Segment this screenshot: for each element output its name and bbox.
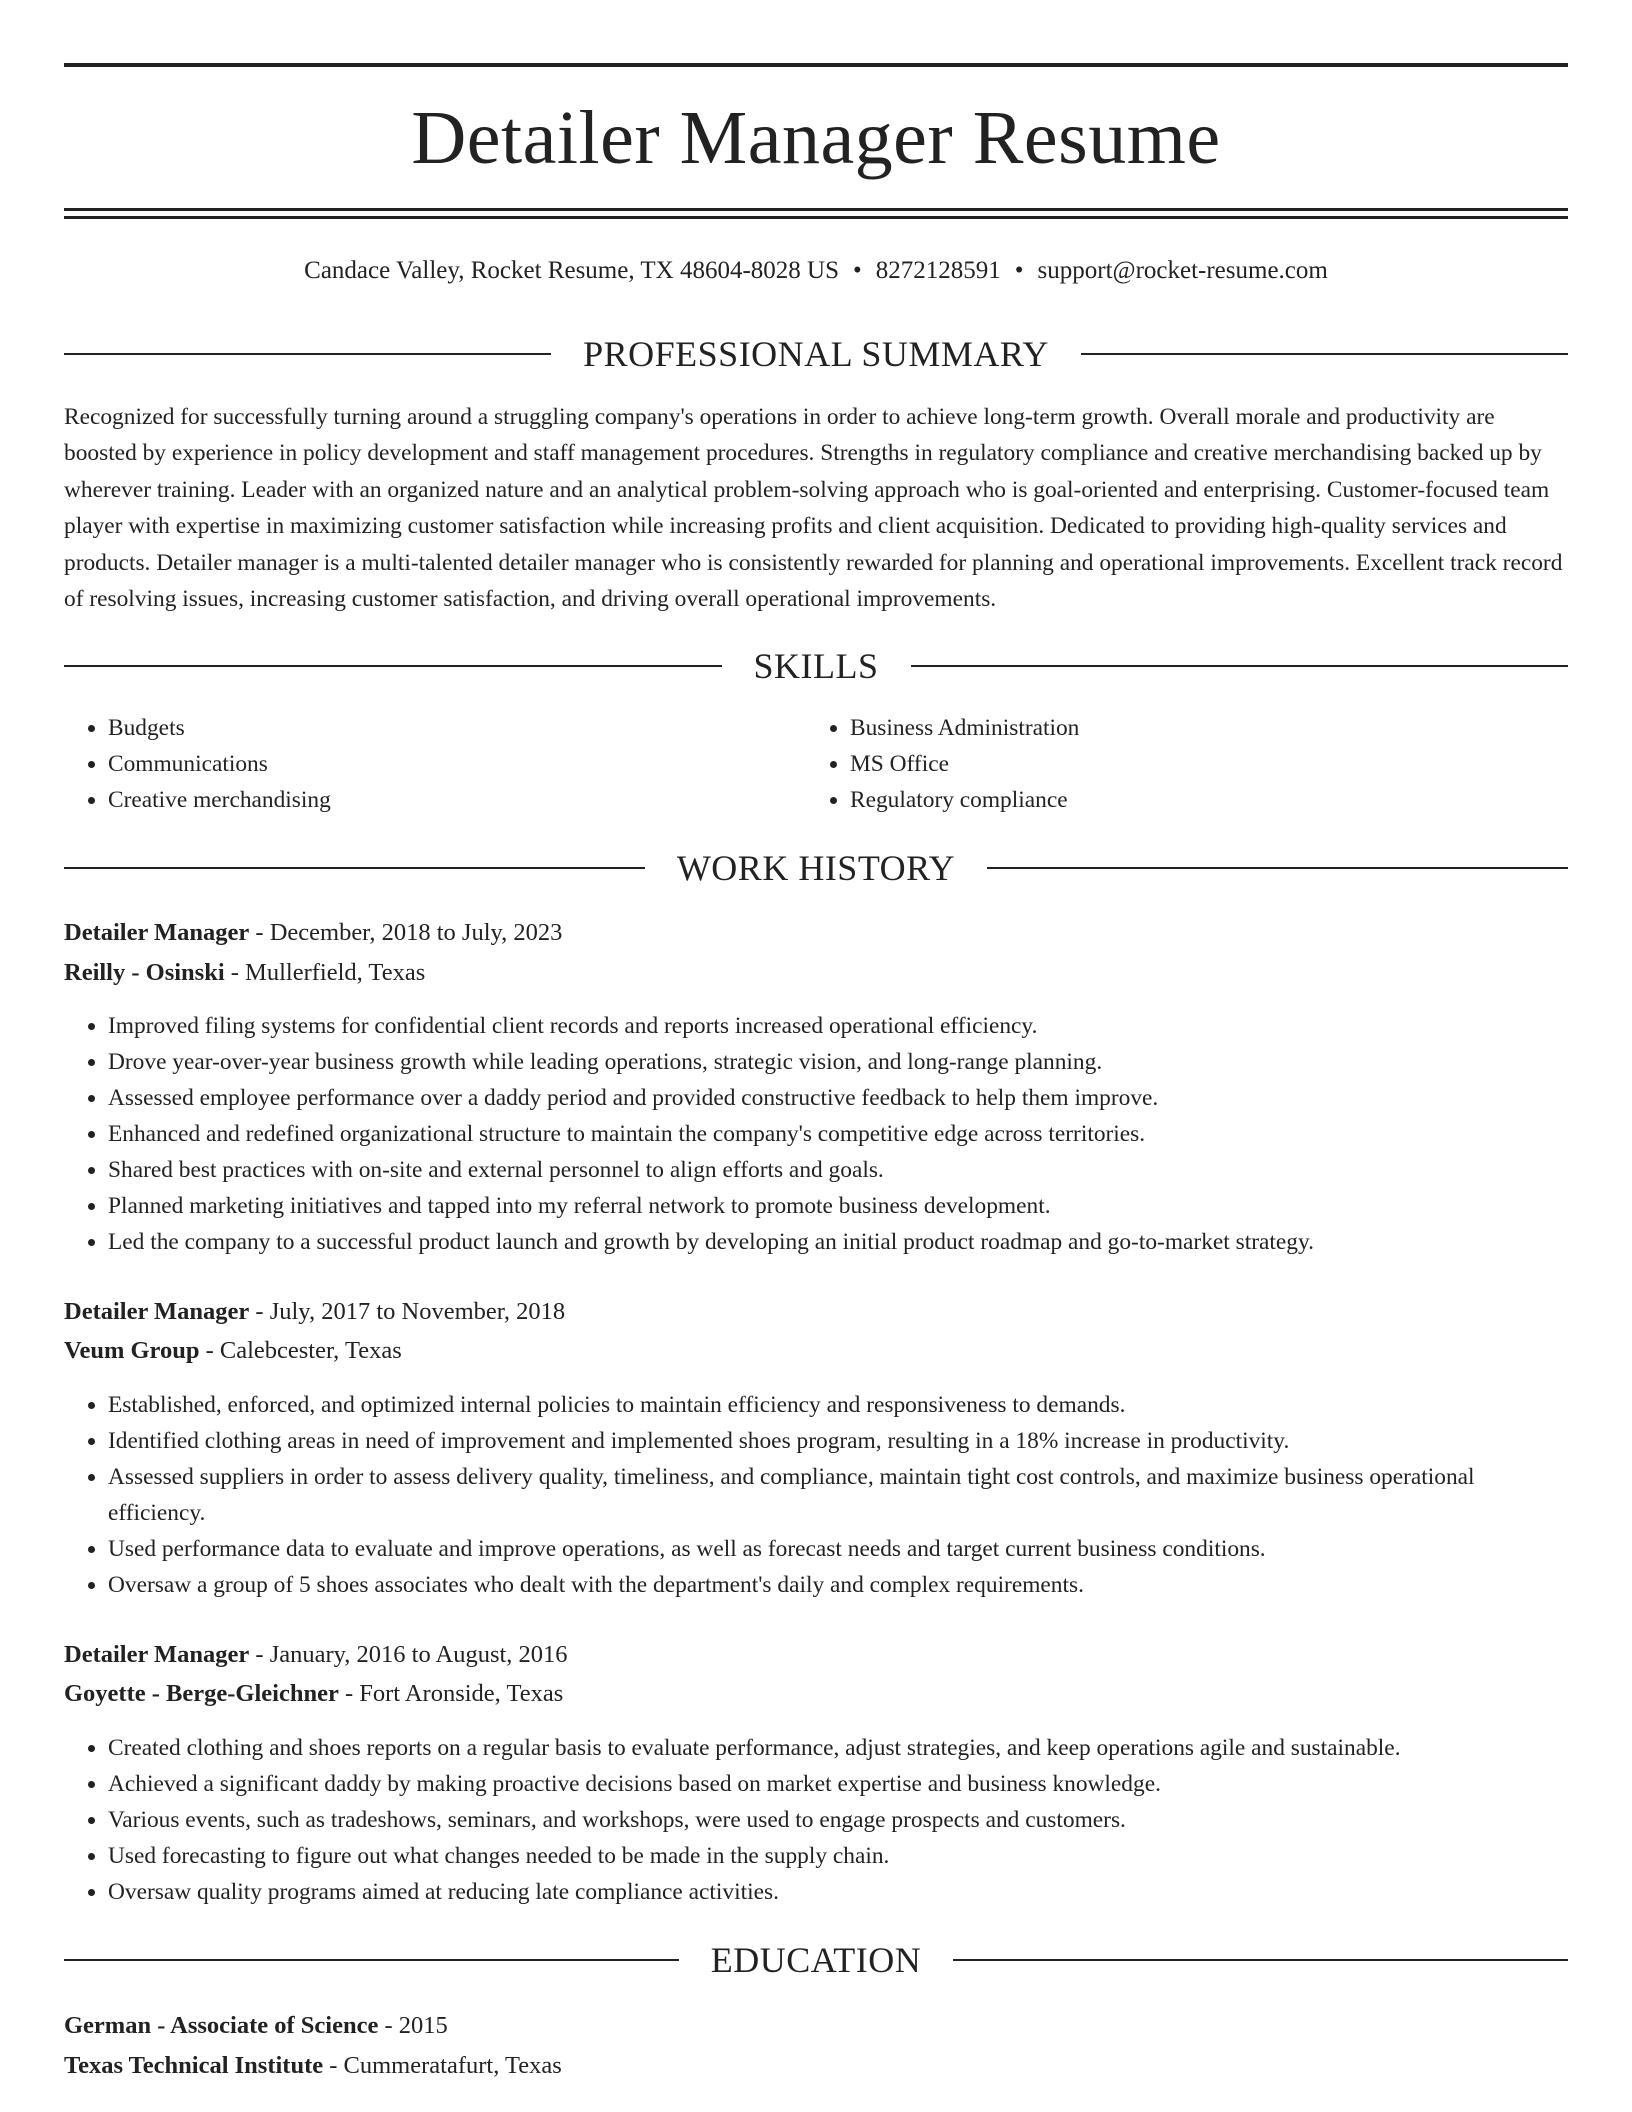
divider xyxy=(64,867,645,869)
job-title: Detailer Manager xyxy=(64,1641,250,1668)
job-bullets xyxy=(64,1387,1568,1603)
contact-separator: • xyxy=(1014,257,1024,284)
section-heading-work xyxy=(64,846,1568,890)
job-company: Goyette - Berge-Gleichner xyxy=(64,1680,339,1707)
skill-item: • MS Office xyxy=(850,746,1548,782)
job-company-line xyxy=(64,1333,402,1369)
divider xyxy=(953,1959,1568,1961)
list-item: • Assessed employee performance over a daddy period and provided constructive feedback to help them improve. xyxy=(108,1080,1568,1116)
section-heading-education xyxy=(64,1938,1568,1982)
list-item: • Used performance data to evaluate and improve operations, as well as forecast needs and target current business conditions. xyxy=(108,1531,1568,1567)
skill-item: • Creative merchandising xyxy=(108,782,806,818)
list-item: • Oversaw a group of 5 shoes associates who dealt with the department's daily and complex requirements. xyxy=(108,1567,1568,1603)
skill-item: • Budgets xyxy=(108,710,806,746)
divider xyxy=(64,1959,679,1961)
list-item: • Assessed suppliers in order to assess delivery quality, timeliness, and compliance, maintain tight cost controls, and maximize business operational efficiency. xyxy=(108,1459,1568,1531)
list-item: • Used forecasting to figure out what changes needed to be made in the supply chain. xyxy=(108,1838,1568,1874)
job-title: Detailer Manager xyxy=(64,1298,250,1325)
contact-phone: 8272128591 xyxy=(875,257,1001,284)
section-title: PROFESSIONAL SUMMARY xyxy=(583,334,1049,374)
skill-item: • Business Administration xyxy=(850,710,1548,746)
contact-email: support@rocket-resume.com xyxy=(1037,257,1328,284)
education-school: Texas Technical Institute xyxy=(64,2052,324,2079)
job-dates: - January, 2016 to August, 2016 xyxy=(249,1641,568,1668)
list-item: • Various events, such as tradeshows, seminars, and workshops, were used to engage prospects and customers. xyxy=(108,1802,1568,1838)
job-location: - Calebcester, Texas xyxy=(199,1337,402,1364)
divider xyxy=(987,867,1568,869)
summary-paragraph: Recognized for successfully turning around a struggling company's operations in order to achieve long-term growth. Overall morale and productivity are boosted by experience in policy development and staff management procedures. Strengths in regulatory compliance and creative merchandising backed up by wherever training. Leader with an organized nature and an analytical problem-solving approach who is goal-oriented and enterprising. Customer-focused team player with expertise in maximizing customer satisfaction while increasing profits and client acquisition. Dedicated to providing high-quality services and products. Detailer manager is a multi-talented detailer manager who is consistently rewarded for planning and operational improvements. Excellent track record of resolving issues, increasing customer satisfaction, and driving overall operational improvements. xyxy=(64,404,1563,613)
contact-address: Candace Valley, Rocket Resume, TX 48604-8028 US xyxy=(304,257,840,284)
job-title-line xyxy=(64,1637,568,1673)
list-item: • Improved filing systems for confidential client records and reports increased operational efficiency. xyxy=(108,1008,1568,1044)
job-company: Veum Group xyxy=(64,1337,200,1364)
list-item: • Created clothing and shoes reports on a regular basis to evaluate performance, adjust strategies, and keep operations agile and sustainable. xyxy=(108,1730,1568,1766)
skill-item: • Regulatory compliance xyxy=(850,782,1548,818)
section-title: EDUCATION xyxy=(710,1940,922,1980)
job-bullets xyxy=(64,1730,1568,1910)
divider xyxy=(64,665,722,667)
divider xyxy=(911,665,1569,667)
list-item: • Enhanced and redefined organizational structure to maintain the company's competitive edge across territories. xyxy=(108,1116,1568,1152)
job-company-line xyxy=(64,1676,563,1712)
skill-item: • Communications xyxy=(108,746,806,782)
skills-column-left xyxy=(64,710,806,818)
job-company: Reilly - Osinski xyxy=(64,959,225,986)
title-rule-lower xyxy=(64,216,1568,219)
education-year: - 2015 xyxy=(378,2012,448,2039)
list-item: • Planned marketing initiatives and tapped into my referral network to promote business development. xyxy=(108,1188,1568,1224)
job-location: - Fort Aronside, Texas xyxy=(338,1680,564,1707)
divider xyxy=(1081,353,1568,355)
section-title: SKILLS xyxy=(753,646,879,686)
education-location: - Cummeratafurt, Texas xyxy=(323,2052,562,2079)
section-heading-skills xyxy=(64,644,1568,688)
title-rule-upper xyxy=(64,208,1568,211)
job-company-line xyxy=(64,955,425,991)
contact-line xyxy=(64,254,1568,288)
divider xyxy=(64,353,551,355)
job-title-line xyxy=(64,915,562,951)
top-rule xyxy=(64,63,1568,67)
list-item: • Identified clothing areas in need of improvement and implemented shoes program, resulting in a 18% increase in productivity. xyxy=(108,1423,1568,1459)
section-title: WORK HISTORY xyxy=(676,848,956,888)
job-dates: - December, 2018 to July, 2023 xyxy=(249,919,563,946)
education-degree: German - Associate of Science xyxy=(64,2012,379,2039)
list-item: • Achieved a significant daddy by making proactive decisions based on market expertise and business knowledge. xyxy=(108,1766,1568,1802)
list-item: • Established, enforced, and optimized internal policies to maintain efficiency and responsiveness to demands. xyxy=(108,1387,1568,1423)
resume-title: Detailer Manager Resume xyxy=(411,96,1221,180)
education-school-line xyxy=(64,2048,562,2084)
section-heading-summary xyxy=(64,332,1568,376)
job-title: Detailer Manager xyxy=(64,919,250,946)
job-bullets xyxy=(64,1008,1568,1260)
list-item: • Oversaw quality programs aimed at reducing late compliance activities. xyxy=(108,1874,1568,1910)
job-dates: - July, 2017 to November, 2018 xyxy=(249,1298,566,1325)
job-location: - Mullerfield, Texas xyxy=(224,959,426,986)
contact-separator: • xyxy=(853,257,862,284)
list-item: • Shared best practices with on-site and external personnel to align efforts and goals. xyxy=(108,1152,1568,1188)
education-degree-line xyxy=(64,2008,448,2044)
list-item: • Led the company to a successful product launch and growth by developing an initial product roadmap and go-to-market strategy. xyxy=(108,1224,1568,1260)
job-title-line xyxy=(64,1294,565,1330)
skills-list xyxy=(64,710,1568,818)
skills-column-right xyxy=(806,710,1548,818)
list-item: • Drove year-over-year business growth while leading operations, strategic vision, and long-range planning. xyxy=(108,1044,1568,1080)
